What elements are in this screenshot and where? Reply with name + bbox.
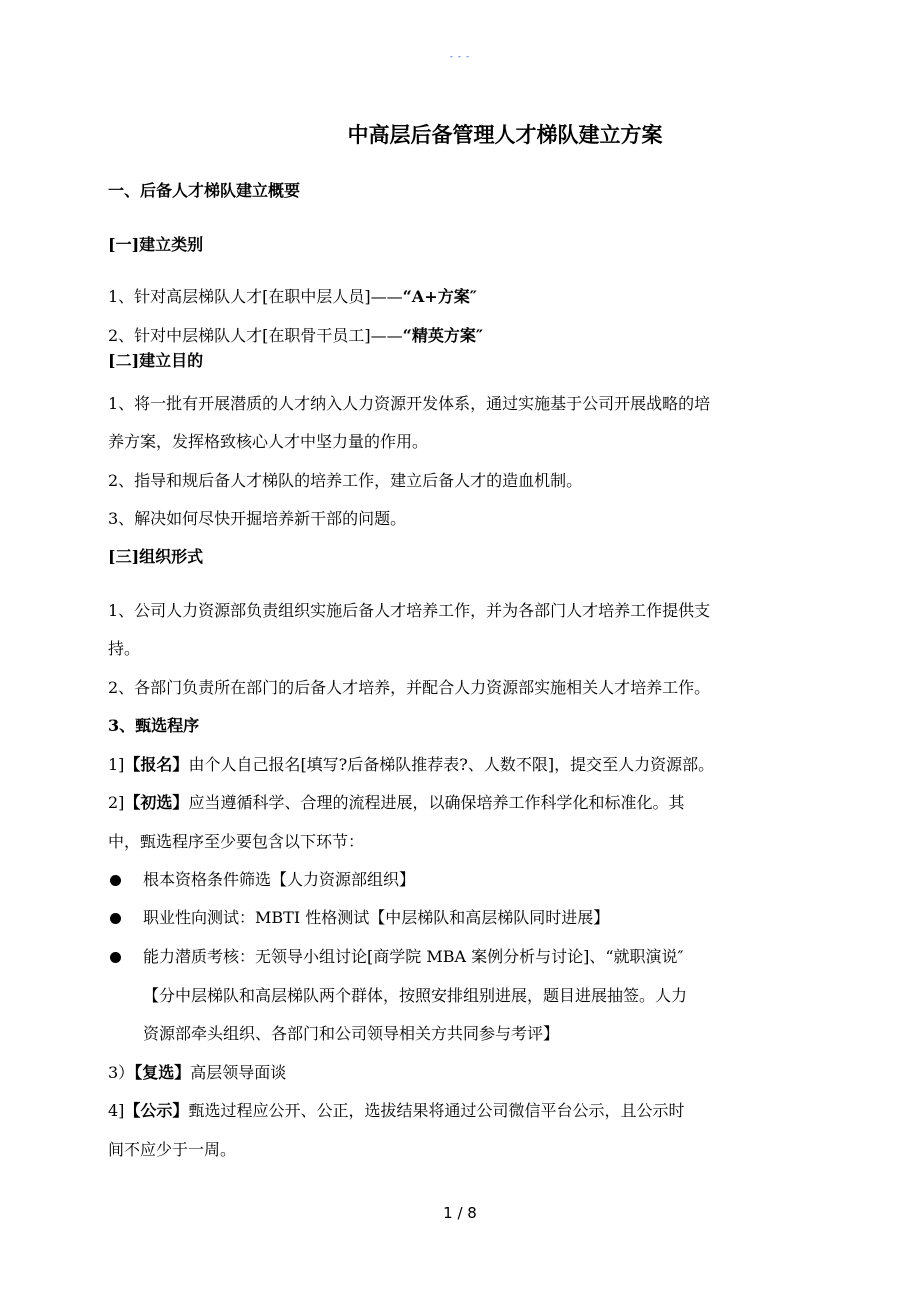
category-item: [108, 286, 477, 308]
step-number: 3）: [108, 1063, 135, 1082]
step-number: 4]: [108, 1101, 125, 1120]
item-text: 2、针对中层梯队人才[在职骨干员工]——: [108, 326, 403, 345]
paragraph-line: 养方案，发挥格致核心人才中坚力量的作用。: [108, 432, 429, 451]
paragraph-line: 3、解决如何尽快开掘培养新干部的问题。: [108, 509, 407, 528]
paragraph-line: 2、指导和规后备人才梯队的培养工作，建立后备人才的造血机制。: [108, 471, 583, 490]
paragraph-line: 中，甄选程序至少要包含以下环节：: [108, 832, 365, 851]
paragraph-line: 2、各部门负责所在部门的后备人才培养，并配合人力资源部实施相关人才培养工作。: [108, 678, 711, 697]
item-emphasis: “精英方案″: [402, 326, 484, 345]
step-label: 【复选】: [134, 1063, 191, 1082]
procedure-step: [108, 1062, 286, 1084]
category-item: [108, 325, 483, 347]
bullet-dot-icon: [110, 875, 121, 886]
bullet-item: 根本资格条件筛选【人力资源部组织】: [143, 870, 416, 889]
header-mark: - - -: [449, 52, 471, 62]
step-number: 1]: [108, 755, 125, 774]
page-number: 1 / 8: [443, 1204, 477, 1222]
bullet-item: 能力潜质考核：无领导小组讨论[商学院 MBA 案例分析与讨论]、“就职演说″: [143, 947, 684, 966]
step-text: 由个人自己报名[填写?后备梯队推荐表?、人数不限]，提交至人力资源部。: [188, 755, 715, 774]
paragraph-line: 1、将一批有开展潜质的人才纳入人力资源开发体系，通过实施基于公司开展战略的培: [108, 394, 711, 413]
procedure-step: [108, 754, 714, 776]
paragraph-line: 持。: [108, 639, 141, 658]
step-label: 【报名】: [124, 755, 189, 774]
bullet-dot-icon: [110, 913, 121, 924]
step-label: 【初选】: [124, 793, 189, 812]
bullet-item: 职业性向测试：MBTI 性格测试【中层梯队和高层梯队同时进展】: [143, 908, 610, 927]
step-number: 2]: [108, 793, 125, 812]
section-heading: 一、后备人才梯队建立概要: [108, 181, 301, 200]
subsection-heading: [二]建立目的: [108, 351, 204, 370]
subsection-heading: [三]组织形式: [108, 547, 204, 566]
document-title: 中高层后备管理人才梯队建立方案: [347, 122, 663, 147]
step-text: 高层领导面谈: [190, 1063, 287, 1082]
procedure-step: [108, 792, 684, 814]
step-text: 应当遵循科学、合理的流程进展，以确保培养工作科学化和标准化。其: [188, 793, 685, 812]
paragraph-line: 间不应少于一周。: [108, 1140, 237, 1159]
bullet-continuation: 资源部牵头组织、各部门和公司领导相关方共同参与考评】: [143, 1024, 560, 1043]
item-text: 1、针对高层梯队人才[在职中层人员]——: [108, 287, 403, 306]
bullet-dot-icon: [110, 952, 121, 963]
procedure-heading: 3、甄选程序: [108, 716, 200, 735]
paragraph-line: 1、公司人力资源部负责组织实施后备人才培养工作，并为各部门人才培养工作提供支: [108, 601, 711, 620]
subsection-heading: [一]建立类别: [108, 235, 204, 254]
step-text: 甄选过程应公开、公正，选拔结果将通过公司微信平台公示，且公示时: [188, 1101, 685, 1120]
bullet-continuation: 【分中层梯队和高层梯队两个群体，按照安排组别进展，题目进展抽签。人力: [143, 986, 688, 1005]
step-label: 【公示】: [124, 1101, 189, 1120]
item-emphasis: “A+方案″: [402, 287, 477, 306]
procedure-step: [108, 1100, 684, 1122]
